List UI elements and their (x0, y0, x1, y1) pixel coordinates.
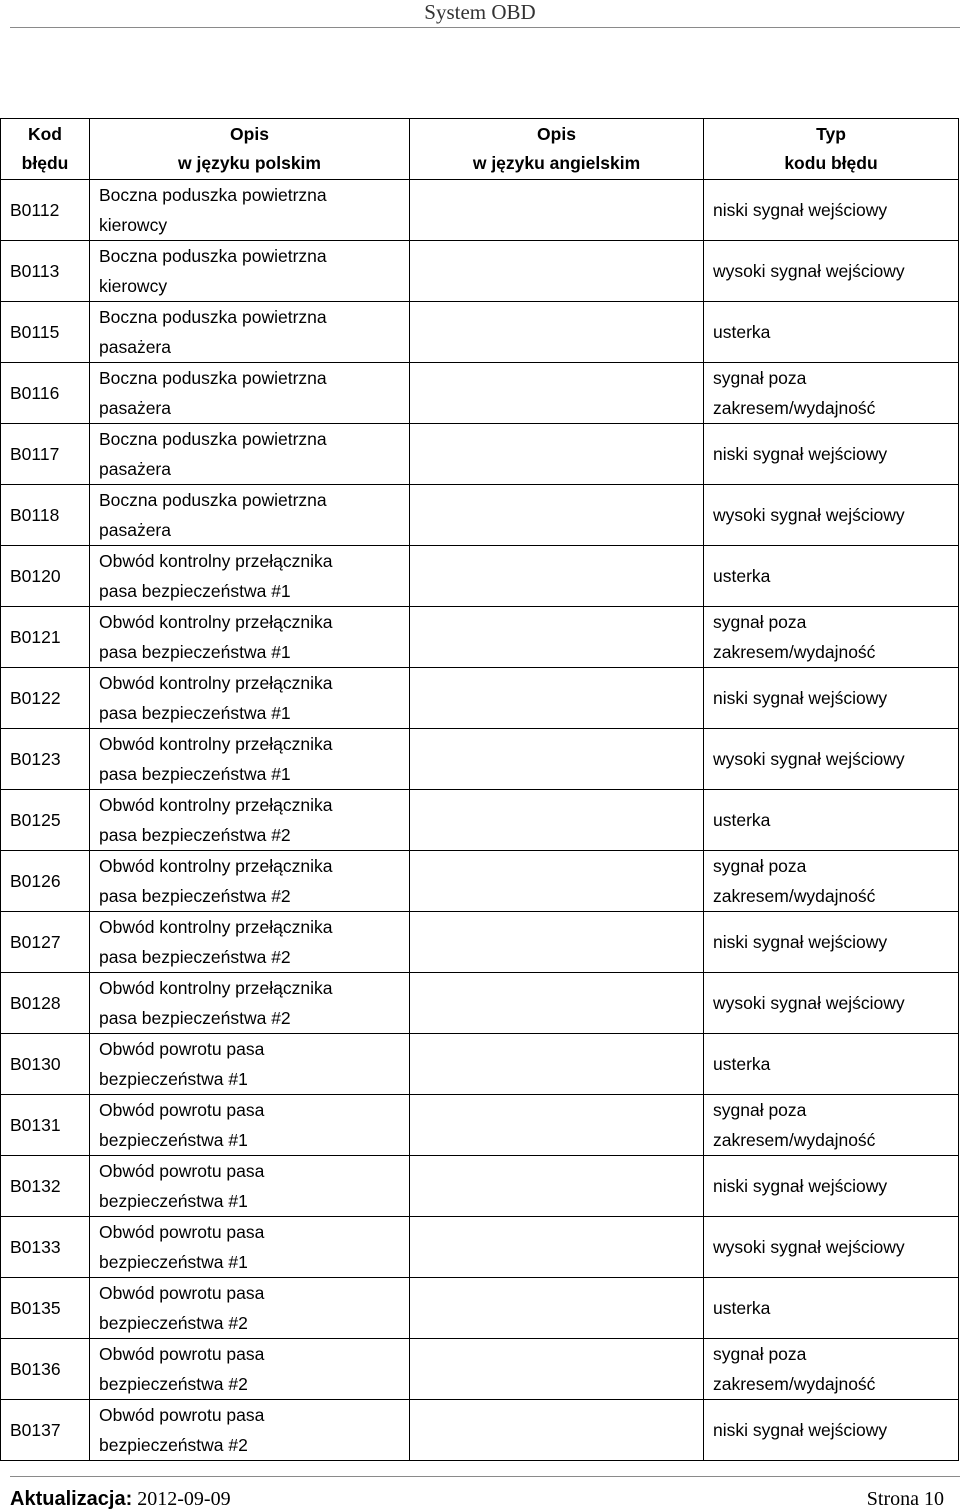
english-description-cell (410, 607, 704, 668)
polish-description-cell (90, 485, 410, 546)
english-description-cell (410, 1278, 704, 1339)
error-code-cell: B0115 (1, 302, 90, 363)
description-line: pasażera (99, 459, 171, 479)
table-row (1, 912, 959, 973)
type-line: sygnał poza (713, 856, 807, 876)
error-type-cell (704, 973, 959, 1034)
type-line: zakresem/wydajność (713, 1130, 876, 1150)
english-description-cell (410, 729, 704, 790)
table-row (1, 424, 959, 485)
english-description-cell (410, 1034, 704, 1095)
english-description-cell (410, 790, 704, 851)
error-code-cell: B0117 (1, 424, 90, 485)
description-line: Obwód powrotu pasa (99, 1100, 265, 1120)
description-line: kierowcy (99, 276, 168, 296)
error-type-cell (704, 1400, 959, 1461)
error-code-cell: B0128 (1, 973, 90, 1034)
description-line: pasa bezpieczeństwa #2 (99, 825, 291, 845)
description-line: bezpieczeństwa #1 (99, 1252, 248, 1272)
type-line: niski sygnał wejściowy (713, 688, 888, 708)
polish-description-cell (90, 912, 410, 973)
type-line: usterka (713, 566, 771, 586)
error-code-cell: B0131 (1, 1095, 90, 1156)
error-code-cell: B0116 (1, 363, 90, 424)
english-description-cell (410, 546, 704, 607)
error-code-cell: B0118 (1, 485, 90, 546)
type-line: sygnał poza (713, 1344, 807, 1364)
table-row (1, 668, 959, 729)
description-line: Boczna poduszka powietrzna (99, 368, 327, 388)
table-row (1, 973, 959, 1034)
polish-description-cell (90, 180, 410, 241)
english-description-cell (410, 973, 704, 1034)
error-type-cell (704, 180, 959, 241)
description-line: Obwód kontrolny przełącznika (99, 795, 333, 815)
error-code-cell: B0133 (1, 1217, 90, 1278)
table-row (1, 546, 959, 607)
column-header-line: w języku angielskim (472, 153, 641, 173)
column-header-line: w języku polskim (178, 153, 321, 173)
english-description-cell (410, 912, 704, 973)
table-body (1, 180, 959, 1461)
obd-codes-table (0, 118, 959, 1461)
type-line: zakresem/wydajność (713, 1374, 876, 1394)
type-line: niski sygnał wejściowy (713, 444, 888, 464)
error-type-cell (704, 1095, 959, 1156)
description-line: bezpieczeństwa #1 (99, 1130, 248, 1150)
english-description-cell (410, 485, 704, 546)
error-type-cell (704, 1156, 959, 1217)
polish-description-cell (90, 729, 410, 790)
type-line: usterka (713, 322, 771, 342)
description-line: pasa bezpieczeństwa #2 (99, 886, 291, 906)
table-row (1, 1400, 959, 1461)
description-line: Obwód powrotu pasa (99, 1344, 265, 1364)
description-line: pasa bezpieczeństwa #2 (99, 947, 291, 967)
table-row (1, 729, 959, 790)
description-line: Obwód kontrolny przełącznika (99, 917, 333, 937)
type-line: sygnał poza (713, 368, 807, 388)
table-row (1, 790, 959, 851)
english-description-cell (410, 1217, 704, 1278)
english-description-cell (410, 1339, 704, 1400)
column-header-polish (90, 119, 410, 180)
table-row (1, 1156, 959, 1217)
type-line: zakresem/wydajność (713, 642, 876, 662)
english-description-cell (410, 668, 704, 729)
polish-description-cell (90, 1156, 410, 1217)
type-line: usterka (713, 1054, 771, 1074)
column-header-line: Kod (27, 124, 63, 144)
description-line: Obwód kontrolny przełącznika (99, 612, 333, 632)
type-line: zakresem/wydajność (713, 886, 876, 906)
polish-description-cell (90, 668, 410, 729)
type-line: usterka (713, 1298, 771, 1318)
description-line: Obwód kontrolny przełącznika (99, 734, 333, 754)
error-type-cell (704, 912, 959, 973)
type-line: wysoki sygnał wejściowy (713, 749, 905, 769)
table-row (1, 607, 959, 668)
type-line: wysoki sygnał wejściowy (713, 261, 905, 281)
table-row (1, 363, 959, 424)
description-line: pasa bezpieczeństwa #1 (99, 581, 291, 601)
error-code-cell: B0132 (1, 1156, 90, 1217)
description-line: Obwód powrotu pasa (99, 1222, 265, 1242)
error-type-cell (704, 424, 959, 485)
column-header-english (410, 119, 704, 180)
footer-divider (10, 1476, 960, 1477)
error-type-cell (704, 1339, 959, 1400)
table-row (1, 180, 959, 241)
error-type-cell (704, 241, 959, 302)
english-description-cell (410, 363, 704, 424)
error-type-cell (704, 729, 959, 790)
error-code-cell: B0135 (1, 1278, 90, 1339)
error-type-cell (704, 607, 959, 668)
description-line: bezpieczeństwa #1 (99, 1069, 248, 1089)
polish-description-cell (90, 851, 410, 912)
page-footer (10, 1486, 944, 1512)
error-type-cell (704, 546, 959, 607)
description-line: Boczna poduszka powietrzna (99, 429, 327, 449)
description-line: Boczna poduszka powietrzna (99, 307, 327, 327)
column-header-code (1, 119, 90, 180)
english-description-cell (410, 241, 704, 302)
type-line: wysoki sygnał wejściowy (713, 993, 905, 1013)
error-type-cell (704, 1034, 959, 1095)
error-code-cell: B0130 (1, 1034, 90, 1095)
description-line: Obwód powrotu pasa (99, 1283, 265, 1303)
polish-description-cell (90, 1278, 410, 1339)
polish-description-cell (90, 1095, 410, 1156)
description-line: pasażera (99, 398, 171, 418)
type-line: sygnał poza (713, 1100, 807, 1120)
table-row (1, 302, 959, 363)
error-type-cell (704, 1217, 959, 1278)
description-line: Boczna poduszka powietrzna (99, 246, 327, 266)
error-type-cell (704, 1278, 959, 1339)
column-header-line: błędu (21, 153, 69, 173)
type-line: sygnał poza (713, 612, 807, 632)
error-code-cell: B0123 (1, 729, 90, 790)
description-line: Boczna poduszka powietrzna (99, 490, 327, 510)
english-description-cell (410, 302, 704, 363)
header-divider (10, 27, 960, 28)
polish-description-cell (90, 790, 410, 851)
table-row (1, 1095, 959, 1156)
description-line: Obwód kontrolny przełącznika (99, 673, 333, 693)
polish-description-cell (90, 302, 410, 363)
description-line: Obwód powrotu pasa (99, 1405, 265, 1425)
description-line: bezpieczeństwa #2 (99, 1374, 248, 1394)
polish-description-cell (90, 973, 410, 1034)
type-line: wysoki sygnał wejściowy (713, 1237, 905, 1257)
polish-description-cell (90, 1400, 410, 1461)
error-type-cell (704, 790, 959, 851)
description-line: Boczna poduszka powietrzna (99, 185, 327, 205)
column-header-type (704, 119, 959, 180)
type-line: niski sygnał wejściowy (713, 1176, 888, 1196)
english-description-cell (410, 851, 704, 912)
polish-description-cell (90, 1339, 410, 1400)
error-code-cell: B0112 (1, 180, 90, 241)
error-code-cell: B0113 (1, 241, 90, 302)
table-row (1, 1339, 959, 1400)
english-description-cell (410, 424, 704, 485)
polish-description-cell (90, 1217, 410, 1278)
table-header (1, 119, 959, 180)
type-line: niski sygnał wejściowy (713, 1420, 888, 1440)
table-row (1, 1278, 959, 1339)
error-type-cell (704, 363, 959, 424)
description-line: pasażera (99, 520, 171, 540)
description-line: pasa bezpieczeństwa #1 (99, 642, 291, 662)
polish-description-cell (90, 241, 410, 302)
table-row (1, 1034, 959, 1095)
english-description-cell (410, 1400, 704, 1461)
polish-description-cell (90, 607, 410, 668)
description-line: Obwód kontrolny przełącznika (99, 856, 333, 876)
description-line: kierowcy (99, 215, 168, 235)
description-line: pasa bezpieczeństwa #1 (99, 764, 291, 784)
error-code-cell: B0122 (1, 668, 90, 729)
error-code-cell: B0136 (1, 1339, 90, 1400)
update-date: 2012-09-09 (137, 1488, 231, 1510)
type-line: zakresem/wydajność (713, 398, 876, 418)
column-header-line: Opis (537, 124, 576, 144)
table-row (1, 1217, 959, 1278)
error-type-cell (704, 302, 959, 363)
polish-description-cell (90, 546, 410, 607)
page-header-title: System OBD (424, 0, 536, 24)
type-line: wysoki sygnał wejściowy (713, 505, 905, 525)
english-description-cell (410, 1156, 704, 1217)
description-line: bezpieczeństwa #2 (99, 1435, 248, 1455)
description-line: pasażera (99, 337, 171, 357)
description-line: bezpieczeństwa #2 (99, 1313, 248, 1333)
error-code-cell: B0120 (1, 546, 90, 607)
column-header-line: Opis (230, 124, 269, 144)
update-info (10, 1486, 231, 1512)
error-code-cell: B0125 (1, 790, 90, 851)
error-code-cell: B0137 (1, 1400, 90, 1461)
header-row (1, 119, 959, 180)
polish-description-cell (90, 363, 410, 424)
english-description-cell (410, 180, 704, 241)
column-header-line: Typ (816, 124, 846, 144)
update-label: Aktualizacja: (10, 1488, 133, 1510)
description-line: Obwód kontrolny przełącznika (99, 551, 333, 571)
type-line: niski sygnał wejściowy (713, 200, 888, 220)
description-line: Obwód powrotu pasa (99, 1161, 265, 1181)
error-type-cell (704, 668, 959, 729)
error-code-cell: B0127 (1, 912, 90, 973)
description-line: Obwód kontrolny przełącznika (99, 978, 333, 998)
table-row (1, 851, 959, 912)
polish-description-cell (90, 424, 410, 485)
description-line: pasa bezpieczeństwa #1 (99, 703, 291, 723)
description-line: Obwód powrotu pasa (99, 1039, 265, 1059)
column-header-line: kodu błędu (784, 153, 878, 173)
table-row (1, 485, 959, 546)
error-type-cell (704, 485, 959, 546)
error-type-cell (704, 851, 959, 912)
table-row (1, 241, 959, 302)
description-line: bezpieczeństwa #1 (99, 1191, 248, 1211)
page-number: Strona 10 (866, 1488, 944, 1510)
type-line: niski sygnał wejściowy (713, 932, 888, 952)
type-line: usterka (713, 810, 771, 830)
error-code-cell: B0126 (1, 851, 90, 912)
english-description-cell (410, 1095, 704, 1156)
error-code-cell: B0121 (1, 607, 90, 668)
polish-description-cell (90, 1034, 410, 1095)
description-line: pasa bezpieczeństwa #2 (99, 1008, 291, 1028)
